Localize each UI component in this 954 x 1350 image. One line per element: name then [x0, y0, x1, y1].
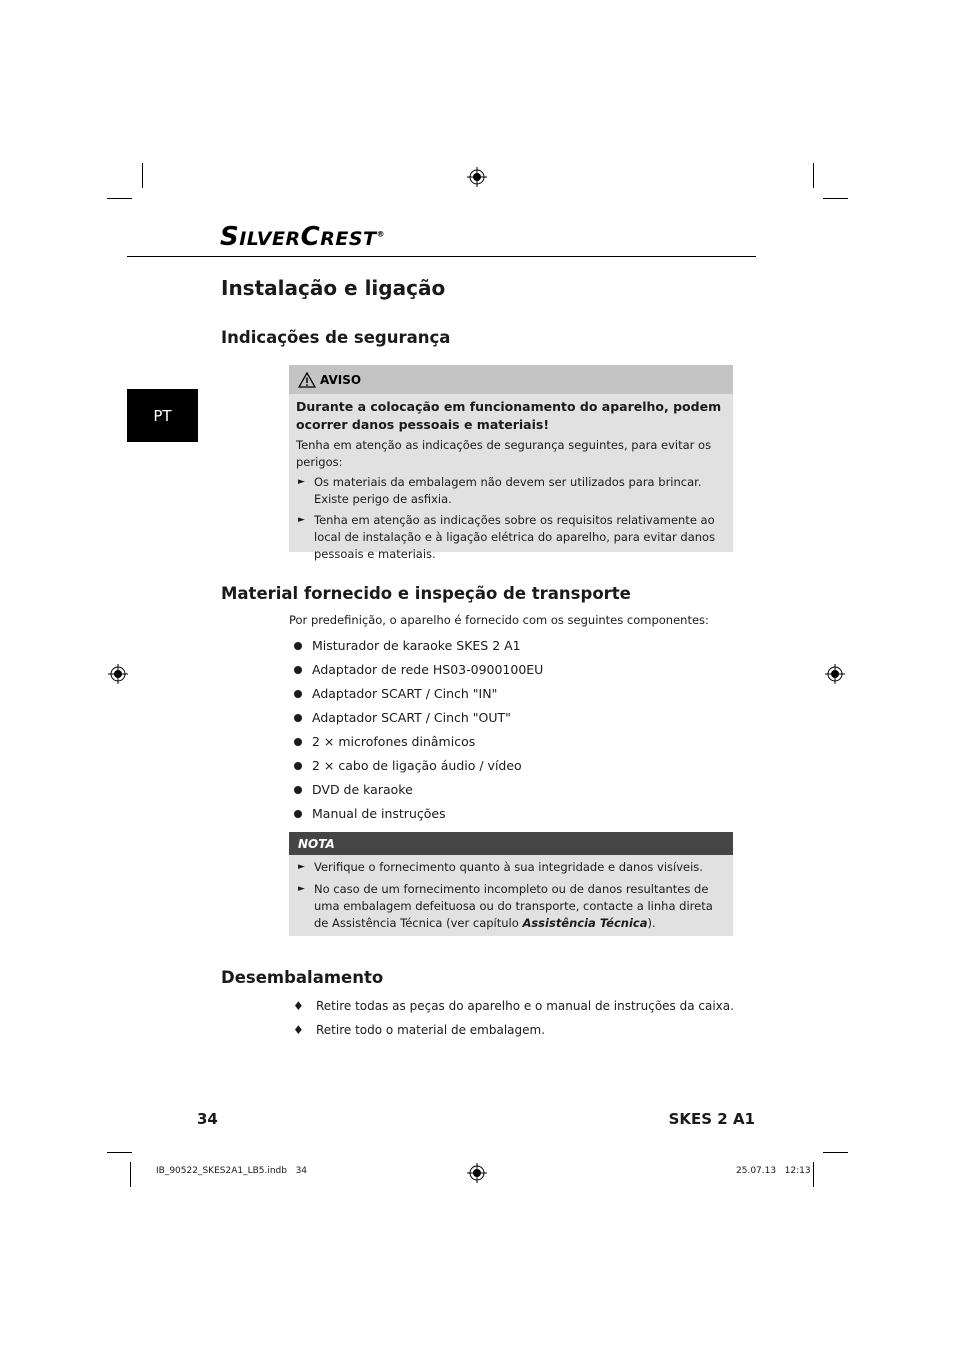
- crop-mark: [107, 198, 132, 199]
- bullet-dot-icon: [294, 642, 302, 650]
- section-heading-unpack: Desembalamento: [221, 968, 384, 987]
- list-item: DVD de karaoke: [289, 781, 543, 805]
- crop-mark: [130, 1162, 131, 1187]
- list-item: ► Os materiais da embalagem não devem ser utilizados para brincar. Existe perigo de asfixia.: [298, 475, 702, 506]
- diamond-icon: ♦: [293, 1023, 304, 1037]
- registration-mark-icon: [108, 664, 128, 684]
- crop-mark: [823, 1152, 848, 1153]
- list-item: ♦ Retire todas as peças do aparelho e o manual de instruções da caixa.: [293, 999, 734, 1013]
- warning-label: AVISO: [320, 372, 362, 387]
- list-item: ► Verifique o fornecimento quanto à sua integridade e danos visíveis.: [298, 860, 703, 874]
- diamond-icon: ♦: [293, 999, 304, 1013]
- list-item: Adaptador SCART / Cinch "OUT": [289, 709, 543, 733]
- unpack-list: [289, 998, 734, 1046]
- bullet-dot-icon: [294, 714, 302, 722]
- crop-mark: [813, 1162, 814, 1187]
- list-item: ♦ Retire todo o material de embalagem.: [293, 1023, 546, 1037]
- warning-header: [289, 365, 733, 394]
- list-item: 2 × microfones dinâmicos: [289, 733, 543, 757]
- model-name: SKES 2 A1: [668, 1110, 755, 1128]
- note-header: [289, 832, 733, 855]
- warning-box: [289, 365, 733, 561]
- language-tab: PT: [127, 389, 198, 442]
- registration-mark-icon: [825, 664, 845, 684]
- arrow-right-icon: ►: [298, 884, 305, 894]
- section-heading-material: Material fornecido e inspeção de transporte: [221, 584, 631, 603]
- crop-mark: [813, 163, 814, 188]
- print-slug-date: 25.07.13 12:13: [736, 1166, 811, 1176]
- registration-mark-icon: [467, 1163, 487, 1183]
- bullet-dot-icon: [294, 738, 302, 746]
- header-rule: [127, 256, 756, 257]
- bullet-dot-icon: [294, 690, 302, 698]
- bullet-dot-icon: [294, 786, 302, 794]
- crop-mark: [107, 1152, 132, 1153]
- note-box: [289, 832, 733, 936]
- crop-mark: [142, 163, 143, 188]
- list-item: ► No caso de um fornecimento incompleto ou de danos resultantes de uma embalagem defeituosa ou do transporte, contacte a linha direta de Assistência Técnica (ver capítulo Assistência Técnica).: [298, 882, 713, 930]
- component-list: [289, 637, 543, 829]
- brand-logo: SILVERCREST®: [220, 222, 385, 252]
- arrow-right-icon: ►: [298, 515, 305, 525]
- list-item: 2 × cabo de ligação áudio / vídeo: [289, 757, 543, 781]
- bullet-dot-icon: [294, 810, 302, 818]
- list-item: Misturador de karaoke SKES 2 A1: [289, 637, 543, 661]
- warning-intro: Tenha em atenção as indicações de segurança seguintes, para evitar os perigos:: [296, 438, 712, 469]
- bullet-dot-icon: [294, 762, 302, 770]
- bullet-dot-icon: [294, 666, 302, 674]
- warning-bold-text: Durante a colocação em funcionamento do aparelho, podem ocorrer danos pessoais e materiais!: [296, 399, 722, 432]
- arrow-right-icon: ►: [298, 477, 305, 487]
- note-label: NOTA: [298, 836, 335, 851]
- crop-mark: [823, 198, 848, 199]
- list-item: Adaptador de rede HS03-0900100EU: [289, 661, 543, 685]
- section-heading-safety: Indicações de segurança: [221, 328, 451, 347]
- page-title: Instalação e ligação: [221, 276, 446, 300]
- material-intro: Por predefinição, o aparelho é fornecido com os seguintes componentes:: [289, 613, 709, 627]
- list-item: ► Tenha em atenção as indicações sobre os requisitos relativamente ao local de instalação e à ligação elétrica do aparelho, para evitar danos pessoais e materiais.: [298, 513, 716, 561]
- chapter-reference: Assistência Técnica: [522, 916, 648, 930]
- warning-triangle-icon: [298, 372, 316, 388]
- arrow-right-icon: ►: [298, 862, 305, 872]
- page-number: 34: [197, 1110, 218, 1128]
- list-item: Adaptador SCART / Cinch "IN": [289, 685, 543, 709]
- list-item: Manual de instruções: [289, 805, 543, 829]
- registration-mark-icon: [467, 167, 487, 187]
- print-slug-file: IB_90522_SKES2A1_LB5.indb 34: [156, 1166, 308, 1176]
